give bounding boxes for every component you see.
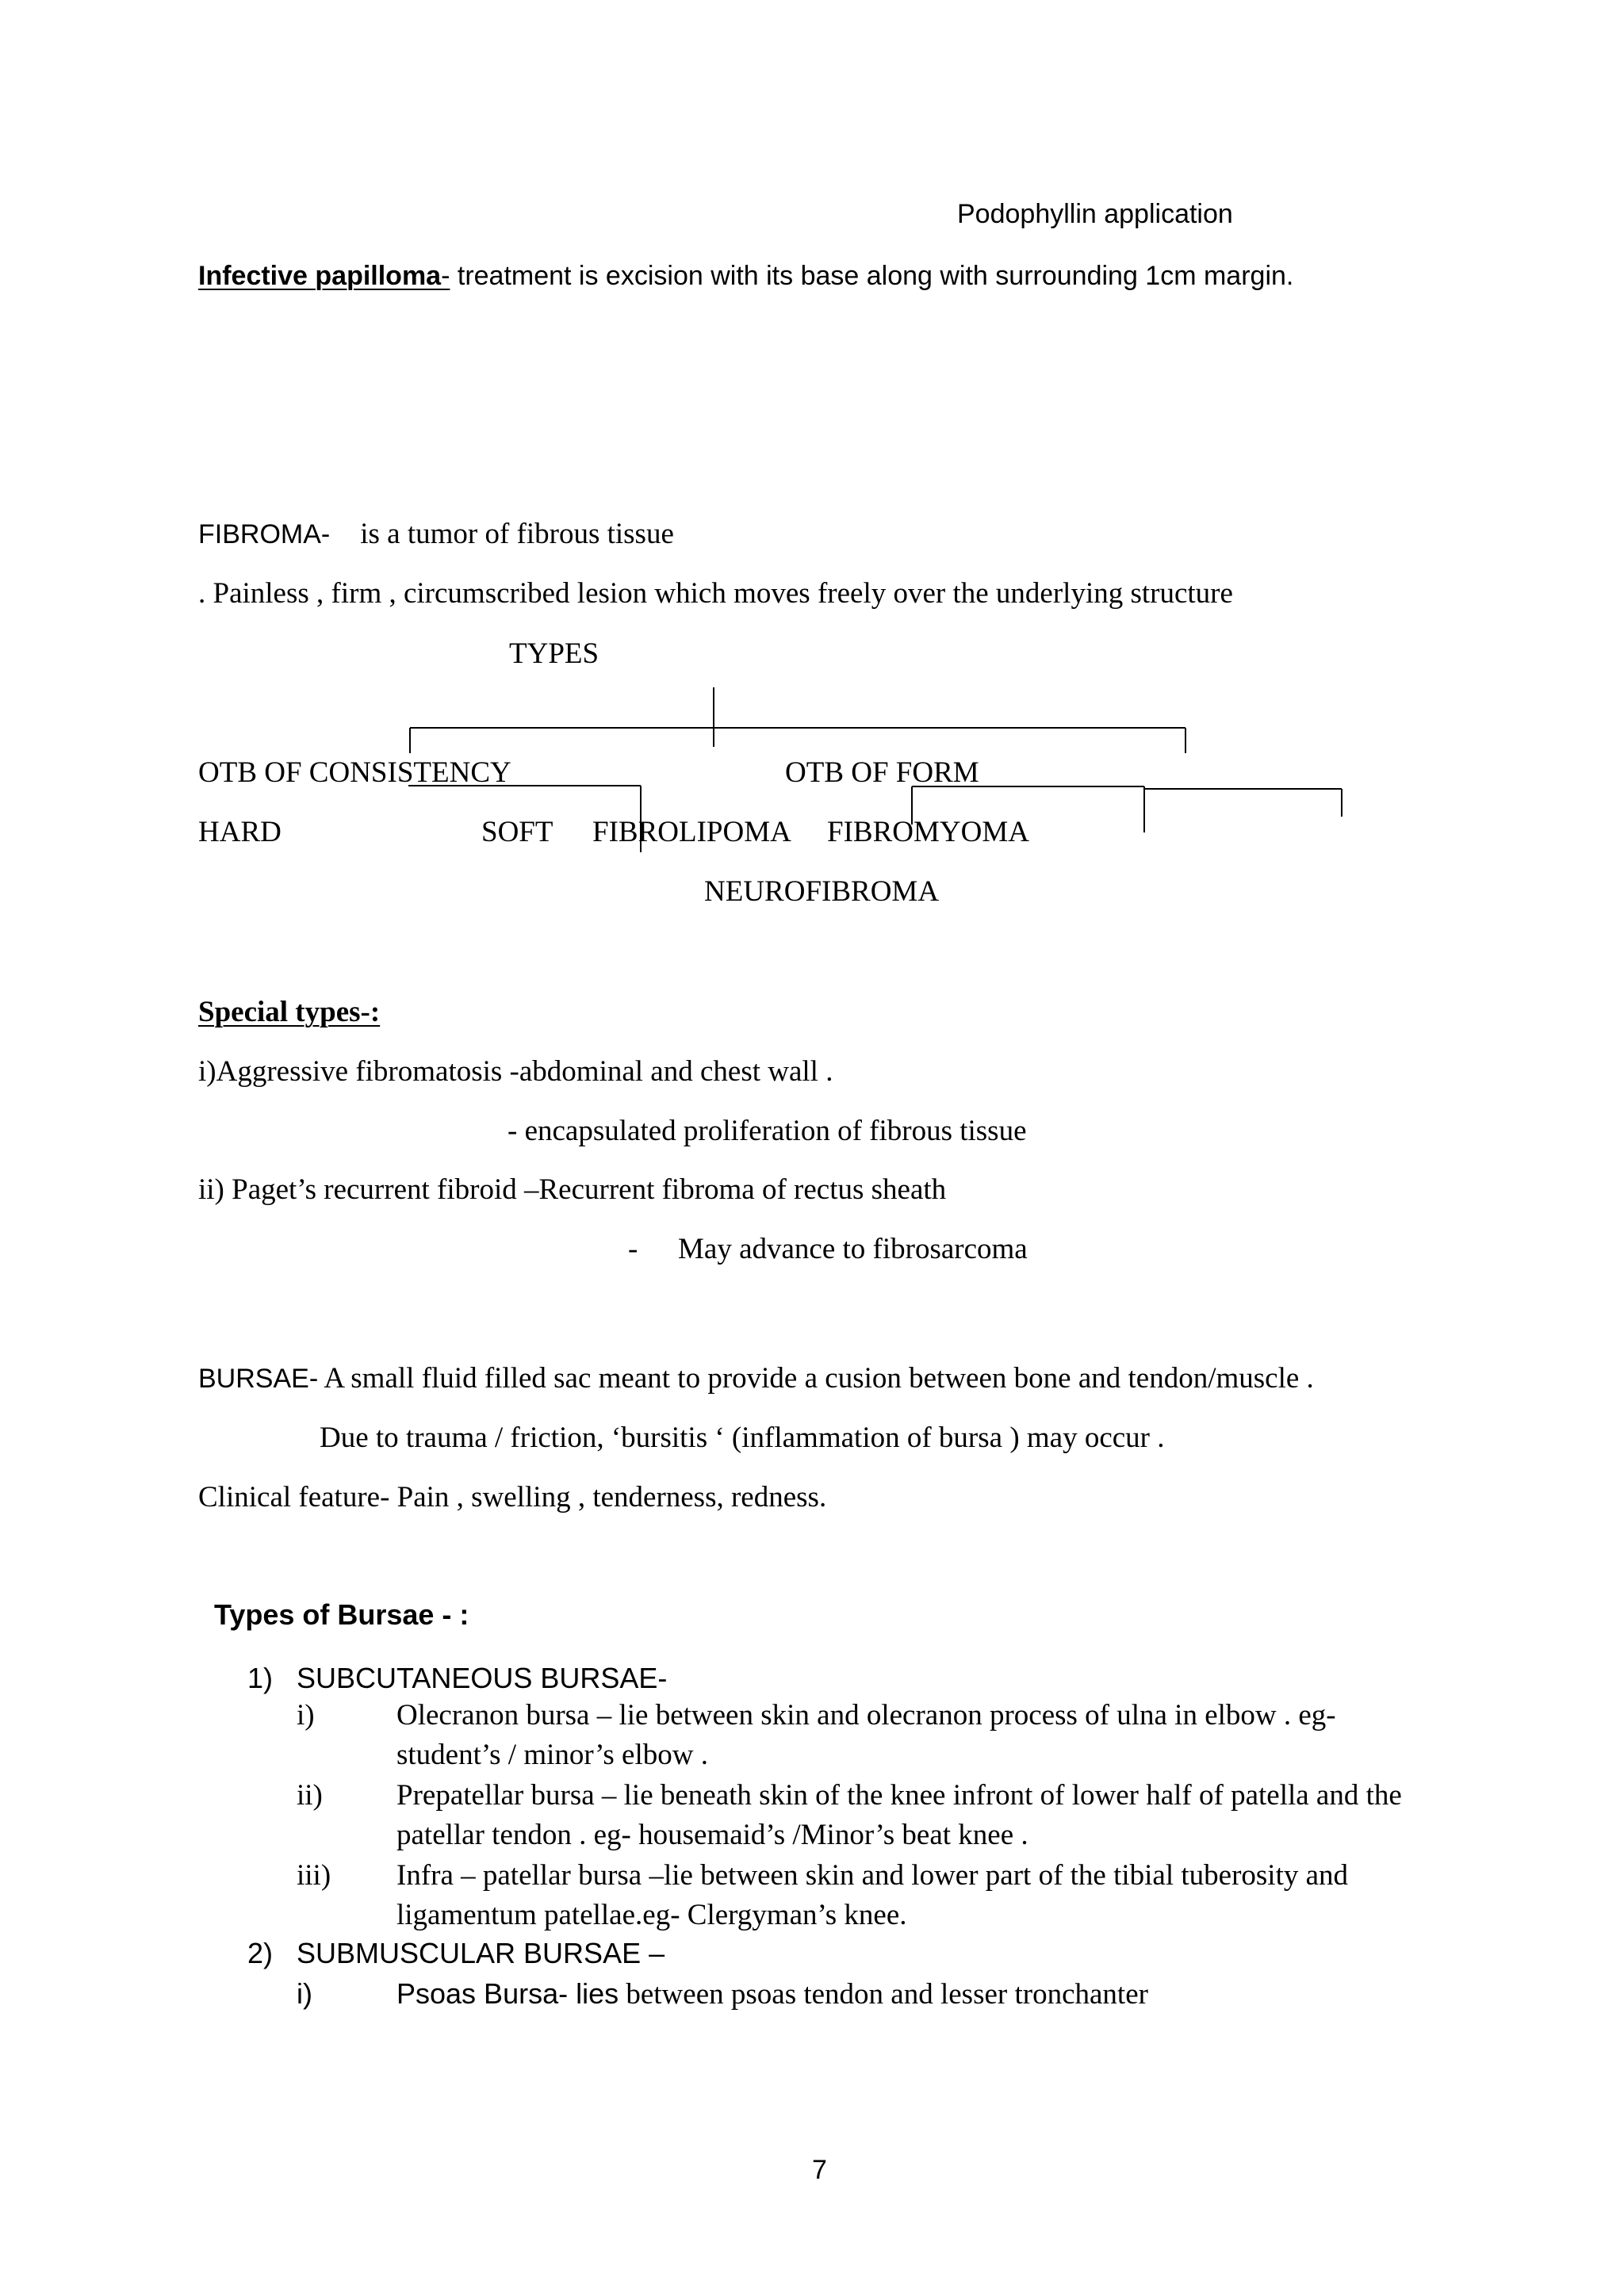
fibroma-label: FIBROMA-	[198, 519, 331, 549]
otb-consistency: OTB OF CONSISTENCY	[198, 756, 511, 789]
group-1-item-3-number: iii)	[297, 1859, 331, 1892]
group-1-item-1-line-1: Olecranon bursa – lie between skin and olecranon process of ulna in elbow . eg-	[396, 1699, 1336, 1732]
otb-form: OTB OF FORM	[785, 756, 979, 789]
type-soft: SOFT	[481, 816, 553, 848]
fibroma-definition: is a tumor of fibrous tissue	[360, 518, 674, 550]
group-2-item-1-line	[396, 1976, 1148, 2012]
special-item-2: ii) Paget’s recurrent fibroid –Recurrent fibroma of rectus sheath	[198, 1173, 947, 1206]
podophyllin-note: Podophyllin application	[957, 199, 1233, 229]
group-1-item-1-number: i)	[297, 1699, 315, 1732]
special-item-2-sub: May advance to fibrosarcoma	[678, 1233, 1028, 1265]
bursae-label: BURSAE-	[198, 1364, 319, 1394]
group-1-item-2-line-2: patellar tendon . eg- housemaid’s /Minor’s beat knee .	[396, 1819, 1028, 1851]
group-1-item-2-line-1: Prepatellar bursa – lie beneath skin of the knee infront of lower half of patella and the	[396, 1779, 1402, 1812]
bursae-line	[198, 1361, 1314, 1396]
type-fibromyoma: FIBROMYOMA	[827, 816, 1029, 848]
infective-papilloma-dash: -	[441, 261, 450, 291]
bursae-definition: A small fluid filled sac meant to provide a cusion between bone and tendon/muscle .	[318, 1362, 1314, 1395]
group-1-item-2-number: ii)	[297, 1779, 323, 1812]
group-1-number: 1)	[247, 1662, 274, 1694]
fibroma-description: . Painless , firm , circumscribed lesion which moves freely over the underlying structure	[198, 577, 1233, 610]
special-item-1-sub: - encapsulated proliferation of fibrous tissue	[508, 1115, 1027, 1147]
type-fibrolipoma: FIBROLIPOMA	[592, 816, 791, 848]
bursae-trauma: Due to trauma / friction, ‘bursitis ‘ (inflammation of bursa ) may occur .	[320, 1422, 1165, 1454]
group-2-item-1-number: i)	[297, 1977, 312, 2010]
group-2-number: 2)	[247, 1937, 274, 1969]
special-item-1: i)Aggressive fibromatosis -abdominal and chest wall .	[198, 1055, 833, 1088]
psoas-bursa-term: Psoas Bursa- lies	[396, 1977, 619, 2010]
group-1-title: SUBCUTANEOUS BURSAE-	[297, 1662, 668, 1694]
special-item-2-dash: -	[628, 1233, 638, 1265]
special-types-heading: Special types-:	[198, 996, 381, 1028]
bursae-clinical: Clinical feature- Pain , swelling , tenderness, redness.	[198, 1481, 827, 1513]
group-1-item-1-line-2: student’s / minor’s elbow .	[396, 1739, 708, 1771]
group-1-item-3-line-1: Infra – patellar bursa –lie between skin and lower part of the tibial tuberosity and	[396, 1859, 1349, 1892]
type-neurofibroma: NEUROFIBROMA	[704, 875, 940, 908]
group-1-item-3-line-2: ligamentum patellae.eg- Clergyman’s knee.	[396, 1899, 907, 1931]
types-heading: TYPES	[509, 637, 599, 670]
type-hard: HARD	[198, 816, 282, 848]
types-of-bursae-heading: Types of Bursae - :	[214, 1598, 469, 1631]
group-2-title: SUBMUSCULAR BURSAE –	[297, 1937, 665, 1969]
page-number: 7	[812, 2155, 827, 2185]
infective-papilloma-term: Infective papilloma	[198, 261, 442, 291]
psoas-bursa-text: between psoas tendon and lesser tronchanter	[619, 1978, 1148, 2011]
infective-papilloma-text: treatment is excision with its base along with surrounding 1cm margin.	[450, 261, 1294, 291]
fibroma-line	[198, 517, 674, 552]
infective-papilloma-line	[198, 260, 1293, 293]
